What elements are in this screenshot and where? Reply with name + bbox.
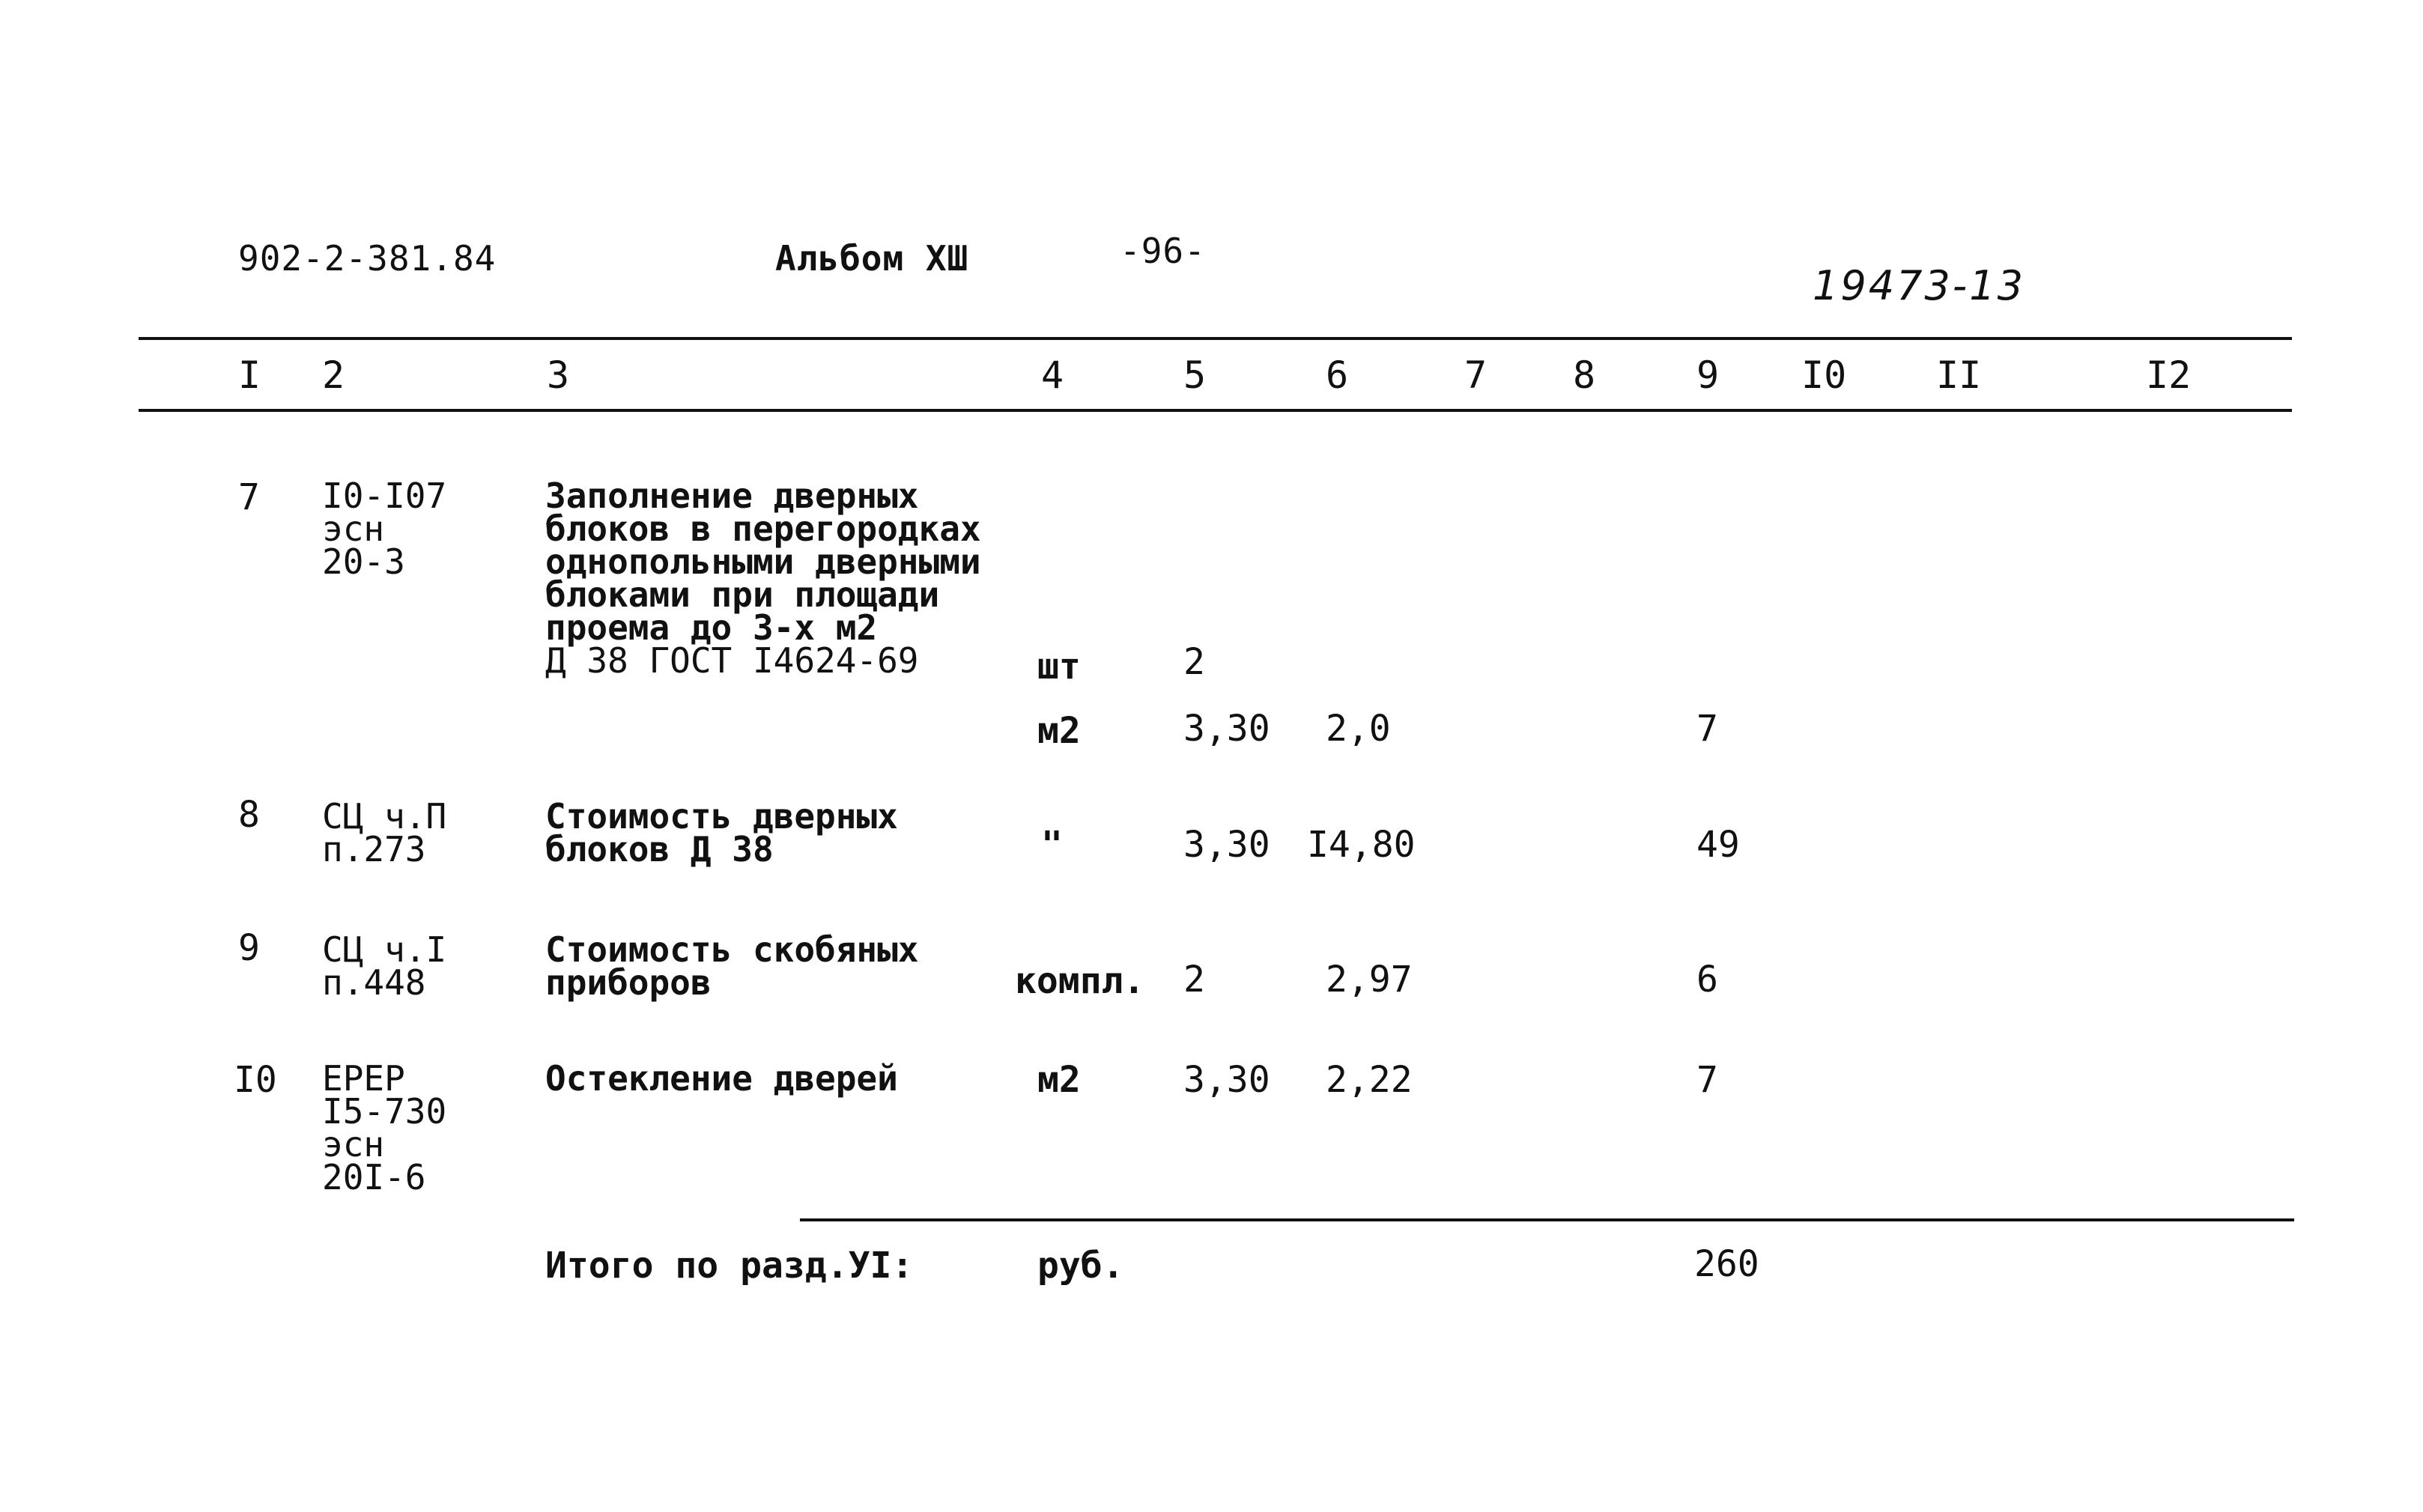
row-quantity: 2 bbox=[1183, 641, 1205, 683]
row-unit: компл. bbox=[1015, 960, 1145, 1002]
row-price: I4,80 bbox=[1307, 824, 1416, 866]
page-number: -96- bbox=[1120, 231, 1206, 271]
row-unit-secondary: м2 bbox=[1037, 710, 1081, 752]
column-header-5: 5 bbox=[1183, 353, 1207, 397]
column-header-4: 4 bbox=[1041, 353, 1064, 397]
code-line: 20I-6 bbox=[322, 1157, 426, 1197]
row-code bbox=[322, 929, 447, 1003]
handwritten-stamp: 19473-13 bbox=[1813, 262, 2025, 309]
desc-line: проема до 3-х м2 bbox=[545, 607, 878, 648]
desc-line: блоков в перегородках bbox=[545, 508, 981, 549]
row-quantity-secondary: 3,30 bbox=[1183, 708, 1270, 750]
column-header-3: 3 bbox=[547, 353, 570, 397]
row-code bbox=[322, 476, 447, 582]
code-line: СЦ ч.I bbox=[322, 929, 447, 970]
summary-total: 260 bbox=[1694, 1243, 1759, 1285]
column-header-2: 2 bbox=[322, 353, 345, 397]
row-code bbox=[322, 1058, 447, 1197]
row-total: 7 bbox=[1696, 1059, 1718, 1101]
document-code: 902-2-381.84 bbox=[238, 238, 497, 279]
row-number: 7 bbox=[238, 476, 260, 518]
row-price: 2,22 bbox=[1326, 1059, 1413, 1101]
row-unit: " bbox=[1041, 824, 1063, 866]
album-label: Альбом ХШ bbox=[775, 238, 969, 279]
row-price: 2,97 bbox=[1326, 959, 1413, 1001]
summary-unit: руб. bbox=[1037, 1245, 1124, 1287]
code-line: I0-I07 bbox=[322, 476, 447, 516]
desc-line: Остекление дверей bbox=[545, 1058, 898, 1099]
column-header-7: 7 bbox=[1464, 353, 1488, 397]
column-header-11: II bbox=[1936, 353, 1982, 397]
row-code bbox=[322, 796, 447, 869]
code-line: п.448 bbox=[322, 962, 426, 1003]
code-line: I5-730 bbox=[322, 1091, 447, 1132]
row-number: 9 bbox=[238, 927, 260, 969]
row-description bbox=[545, 796, 898, 869]
row-total: 49 bbox=[1696, 824, 1740, 866]
row-description bbox=[545, 476, 981, 681]
desc-line: Стоимость дверных bbox=[545, 796, 898, 837]
column-header-8: 8 bbox=[1573, 353, 1596, 397]
column-header-6: 6 bbox=[1326, 353, 1349, 397]
code-line: эсн bbox=[322, 1124, 385, 1165]
desc-line: Д 38 ГОСТ I4624-69 bbox=[545, 640, 919, 681]
row-description bbox=[545, 1058, 898, 1099]
desc-line: блоками при площади bbox=[545, 574, 940, 615]
header-bottom-rule bbox=[139, 409, 2292, 412]
code-line: п.273 bbox=[322, 829, 426, 869]
row-quantity: 2 bbox=[1183, 959, 1205, 1001]
header-top-rule bbox=[139, 337, 2292, 340]
row-quantity: 3,30 bbox=[1183, 824, 1270, 866]
row-unit: шт bbox=[1037, 646, 1081, 687]
row-number: I0 bbox=[234, 1059, 277, 1101]
row-number: 8 bbox=[238, 794, 260, 836]
code-line: ЕРЕР bbox=[322, 1058, 405, 1099]
row-price-secondary: 2,0 bbox=[1326, 708, 1391, 750]
column-header-12: I2 bbox=[2146, 353, 2192, 397]
desc-line: Заполнение дверных bbox=[545, 476, 919, 516]
desc-line: однопольными дверными bbox=[545, 541, 981, 582]
summary-label: Итого по разд.УI: bbox=[545, 1245, 914, 1287]
row-total-secondary: 7 bbox=[1696, 708, 1718, 750]
desc-line: Стоимость скобяных bbox=[545, 929, 919, 970]
row-description bbox=[545, 929, 919, 1003]
code-line: эсн bbox=[322, 508, 385, 549]
code-line: СЦ ч.П bbox=[322, 796, 447, 837]
desc-line: приборов bbox=[545, 962, 712, 1003]
row-quantity: 3,30 bbox=[1183, 1059, 1270, 1101]
column-header-9: 9 bbox=[1696, 353, 1720, 397]
column-header-1: I bbox=[238, 353, 261, 397]
code-line: 20-3 bbox=[322, 541, 405, 582]
row-total: 6 bbox=[1696, 959, 1718, 1001]
column-header-10: I0 bbox=[1801, 353, 1847, 397]
desc-line: блоков Д 38 bbox=[545, 829, 774, 869]
row-unit: м2 bbox=[1037, 1059, 1081, 1101]
summary-rule bbox=[800, 1218, 2294, 1221]
